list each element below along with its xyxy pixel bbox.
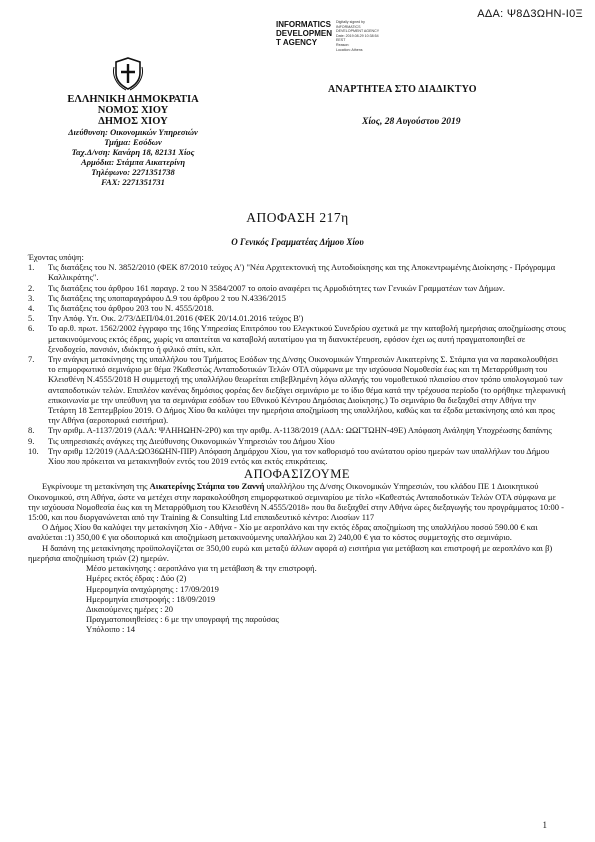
- stamp-line: DEVELOPMEN: [276, 29, 333, 38]
- publish-note: ΑΝΑΡΤΗΤΕΑ ΣΤΟ ΔΙΑΔΙΚΤΥΟ: [328, 84, 477, 95]
- sender-row: [28, 177, 238, 187]
- sender-heading-line: ΝΟΜΟΣ ΧΙΟΥ: [97, 105, 169, 116]
- stamp-detail-line: Location: Athens: [336, 47, 363, 52]
- intro-line: Έχοντας υπόψη:: [28, 252, 84, 262]
- list-item-text: Τις διατάξεις του άρθρου 161 παραγρ. 2 του Ν 3584/2007 το οποίο αναφέρει τις Αρμοδιότητες των Γενικών Γραμματέων των Δήμων.: [48, 282, 505, 293]
- list-item-text: Την αριθμ. Α-1137/2019 (ΑΔΑ: ΨΑΗΗΩΗΝ-2Ρ0) και την αριθμ. Α-1138/2019 (ΑΔΑ: ΩΩΓΤΩΗΝ-49Ε) Απόφαση Ανάληψη Υποχρέωσης δαπάνης: [48, 425, 552, 436]
- decision-paragraph: Η δαπάνη της μετακίνησης προϋπολογίζεται σε 350,00 ευρώ και μεταξύ άλλων αφορά α) εισιτήρια για μετάβαση και επιστροφή με αεροπλάνο και β) ημερήσια αποζημίωση τριών (2) ημερών.: [28, 542, 553, 563]
- sender-row-label: Αρμόδια: [80, 157, 112, 167]
- list-item: [28, 262, 566, 282]
- ada-code: ΑΔΑ: Ψ8Δ3ΩΗΝ-Ι0Ξ: [477, 8, 583, 20]
- stamp-line: T AGENCY: [276, 38, 318, 47]
- stamp-detail-line: Digitally signed by: [336, 20, 365, 24]
- decision-heading: ΑΠΟΦΑΣΙΖΟΥΜΕ: [244, 467, 350, 482]
- sender-row: [28, 167, 238, 177]
- sender-row-label: FAX: [101, 177, 118, 187]
- list-item-number: 9.: [28, 435, 35, 446]
- stamp-detail-line: Reason:: [336, 42, 350, 47]
- decision-text: Εγκρίνουμε τη μετακίνηση της: [42, 481, 150, 492]
- signer-heading: Ο Γενικός Γραμματέας Δήμου Χίου: [231, 237, 364, 247]
- travel-detail: Ημερομηνία επιστροφής : 18/09/2019: [86, 593, 216, 604]
- travel-detail: Ημέρες εκτός έδρας : Δύο (2): [86, 573, 187, 584]
- sender-heading-line: ΕΛΛΗΝΙΚΗ ΔΗΜΟΚΡΑΤΙΑ: [67, 94, 199, 105]
- list-item: [28, 436, 566, 446]
- sender-row-value: : 2271351731: [117, 177, 165, 187]
- sender-row-label: Διεύθυνση: [68, 127, 106, 137]
- stamp-details: [336, 20, 379, 52]
- sender-block: [28, 94, 238, 187]
- list-item: [28, 283, 566, 293]
- list-item: [28, 446, 566, 466]
- sender-heading-line: ΔΗΜΟΣ ΧΙΟΥ: [98, 116, 168, 127]
- travel-detail: Πραγματοποιηθείσες : 6 με την υπογραφή της παρούσας: [86, 614, 279, 625]
- sender-row-label: Τηλέφωνο: [91, 167, 128, 177]
- stamp-detail-line: INFORMATICS: [336, 24, 361, 29]
- sender-row-value: : 2271351738: [127, 167, 175, 177]
- list-item-number: 10.: [28, 445, 39, 456]
- page-number: 1: [542, 820, 547, 830]
- sender-row-value: : Οικονομικών Υπηρεσιών: [105, 127, 198, 137]
- decision-paragraph: [28, 481, 566, 522]
- list-item: [28, 313, 566, 323]
- list-item-number: 4.: [28, 303, 35, 314]
- list-item: [28, 323, 566, 354]
- list-item-text: Το αρ.θ. πρωτ. 1562/2002 έγγραφο της 16ης Υπηρεσίας Επιτρόπου του Ελεγκτικού Συνεδρίου σχετικά με την καταβολή ημερήσιας αποζημίωσης στους μετακινούμενους εκτός έδρας, χωρίς να απαιτείται να καταβολή αυτατίμου για τη διανυκτέρευση, εφόσον έχει ως αυτή πραγματοποιηθεί σε ξενοδοχείο, πανσιόν, ιδιόκτητο ή φιλικό σπίτι, κλπ.: [48, 323, 566, 354]
- document-body: [28, 252, 566, 635]
- list-item-text: Την Απόφ. Υπ. Οικ. 2/73/ΔΕΠ/04.01.2016 (ΦΕΚ 20/14.01.2016 τεύχος Β'): [48, 313, 304, 324]
- digital-signature-stamp: [276, 20, 379, 52]
- list-item-text: Τις υπηρεσιακές ανάγκες της Διεύθυνσης Οικονομικών Υπηρεσιών του Δήμου Χίου: [48, 435, 335, 446]
- list-item-number: 3.: [28, 292, 35, 303]
- list-item-number: 8.: [28, 425, 35, 436]
- list-item-number: 1.: [28, 262, 35, 273]
- sender-row-value: : Εσόδων: [127, 137, 162, 147]
- sender-row-label: Τμήμα: [104, 137, 128, 147]
- list-item-number: 6.: [28, 323, 35, 334]
- travel-detail: Μέσο μετακίνησης : αεροπλάνο για τη μετάβαση & την επιστροφή.: [86, 563, 317, 574]
- list-item-text: Τις διατάξεις του άρθρου 203 του Ν. 4555/2018.: [48, 303, 214, 314]
- stamp-detail-line: Date: 2019.08.29 10:38:54: [336, 33, 379, 38]
- greek-coat-of-arms-icon: [112, 55, 144, 91]
- sender-row-value: : Στάμπα Αικατερίνη: [111, 157, 186, 167]
- employee-name: Αικατερίνης Στάμπα του Ζαννή: [149, 481, 265, 492]
- list-item: [28, 293, 566, 303]
- list-item-text: Τις διατάξεις του Ν. 3852/2010 (ΦΕΚ 87/2010 τεύχος Α') "Νέα Αρχιτεκτονική της Αυτοδιοίκησης και της Αποκεντρωμένης Διοίκησης - Πρόγραμμα Καλλικράτης".: [48, 262, 556, 283]
- sender-row-value: : Κανάρη 18, 82131 Χίος: [107, 147, 195, 157]
- travel-detail: Δικαιούμενες ημέρες : 20: [86, 603, 174, 614]
- list-item-number: 2.: [28, 282, 35, 293]
- sender-row: [28, 147, 238, 157]
- travel-detail: Ημερομηνία αναχώρησης : 17/09/2019: [86, 583, 219, 594]
- considerations-list: [28, 262, 566, 466]
- sender-row: [28, 137, 238, 147]
- document-title: ΑΠΟΦΑΣΗ 217η: [246, 210, 349, 225]
- list-item-text: Τις διατάξεις της υποπαραγράφου Δ.9 του άρθρου 2 του Ν.4336/2015: [48, 292, 286, 303]
- decision-paragraph: Ο Δήμος Χίου θα καλύψει την μετακίνηση Χίο - Αθήνα - Χίο με αεροπλάνο και την εκτός έδρας αποζημίωση της υπαλλήλου ποσού 590.00 € και αναλύεται :1) 350,00 € για οδοιπορικά και αποζημίωση μετακινούμενης υπαλλήλου και 2) 240,00 € για το κόστος συμμετοχής στο σεμινάριο.: [28, 522, 538, 543]
- list-item: [28, 303, 566, 313]
- place-date: Χίος, 28 Αυγούστου 2019: [362, 117, 461, 127]
- stamp-detail-line: EEST: [336, 38, 346, 43]
- stamp-title: [276, 20, 332, 52]
- list-item-number: 5.: [28, 313, 35, 324]
- stamp-detail-line: DEVELOPMENT AGENCY: [336, 29, 380, 34]
- list-item-text: Την αριθμ 12/2019 (ΑΔΑ:ΩΟ36ΩΗΝ-ΠΙΡ) Απόφαση Δημάρχου Χίου, για τον καθορισμό του ανώτατου ορίου ημερών των υπαλλήλων του Δήμου Χίου που πρόκειται να μετακινηθούν εντός του 2019 εντός και εκτός επικράτειας.: [48, 445, 550, 467]
- list-item-text: Την ανάγκη μετακίνησης της υπαλλήλου του Τμήματος Εσόδων της Δ/νσης Οικονομικών Υπηρεσιών Αικατερίνης Σ. Στάμπα για να παρακολουθήσει το επιμορφωτικό σεμινάριο με θέμα ?Καθεστώς Ανταποδοτικών Τελών ΟΤΑ σύμφωνα με την ισχύουσα Νομοθεσία έως και τη Μεταρρύθμιση του Κλεισθένη Ν.4555/2018 Η συμμετοχή της υπαλλήλου θεωρείται επιβεβλημένη λόγω αλλαγής του νομοθετικού πλαισίου στον τρόπο υπολογισμού των ανταποδοτικών τελών. Επιπλέον κανένας δημόσιος φορέας δεν διεξάγει σεμινάριο με το ίδιο θέμα κατά την τρέχουσα περίοδο (το ορήθηκε τηλεφωνική επικοινωνία με την υπεύθυνη για τα σεμινάρια εσόδων του Εθνικού Κέντρου Δημόσιας Διοίκησης.) Το σεμινάριο θα διεξαχθεί στην Αθήνα την Τετάρτη 18 Σεπτεμβρίου 2019. Ο Δήμος Χίου θα καλύψει την ημερήσια αποζημίωση της υπαλλήλου, καθώς και τα έξοδα μετακίνησης από και προς την Αθήνα (αεροπορικά εισιτήρια).: [48, 354, 566, 426]
- decision-text: υπαλλήλου της Δ/νσης Οικονομικών Υπηρεσιών, του κλάδου ΠΕ 1 Διοικητικού Οικονομικού, στη Αθήνα, ώστε να μετέχει στην παρακολούθηση επιμορφωτικού σεμιναρίου με τίτλο «Καθεστώς Ανταποδοτικών Τελών ΟΤΑ σύμφωνα με την ισχύουσα Νομοθεσία έως και τη Μεταρρύθμιση του Κλεισθένη Ν.4555/2018» που θα διεξαχθεί στην Αθήνα ώρες διεξαγωγής του προγράμματος 10:00 - 15:00, και που διοργανώνεται από την Training & Consulting Ltd επιπαιδευτικό κέντρο: Λιοσίων 117: [28, 481, 564, 523]
- list-item: [28, 425, 566, 435]
- sender-row: [28, 127, 238, 137]
- stamp-line: INFORMATICS: [276, 20, 331, 29]
- list-item: [28, 354, 566, 425]
- sender-row-label: Ταχ.Δ/νση: [71, 147, 108, 157]
- sender-row: [28, 157, 238, 167]
- travel-detail: Υπόλοιπο : 14: [86, 624, 135, 635]
- list-item-number: 7.: [28, 354, 35, 365]
